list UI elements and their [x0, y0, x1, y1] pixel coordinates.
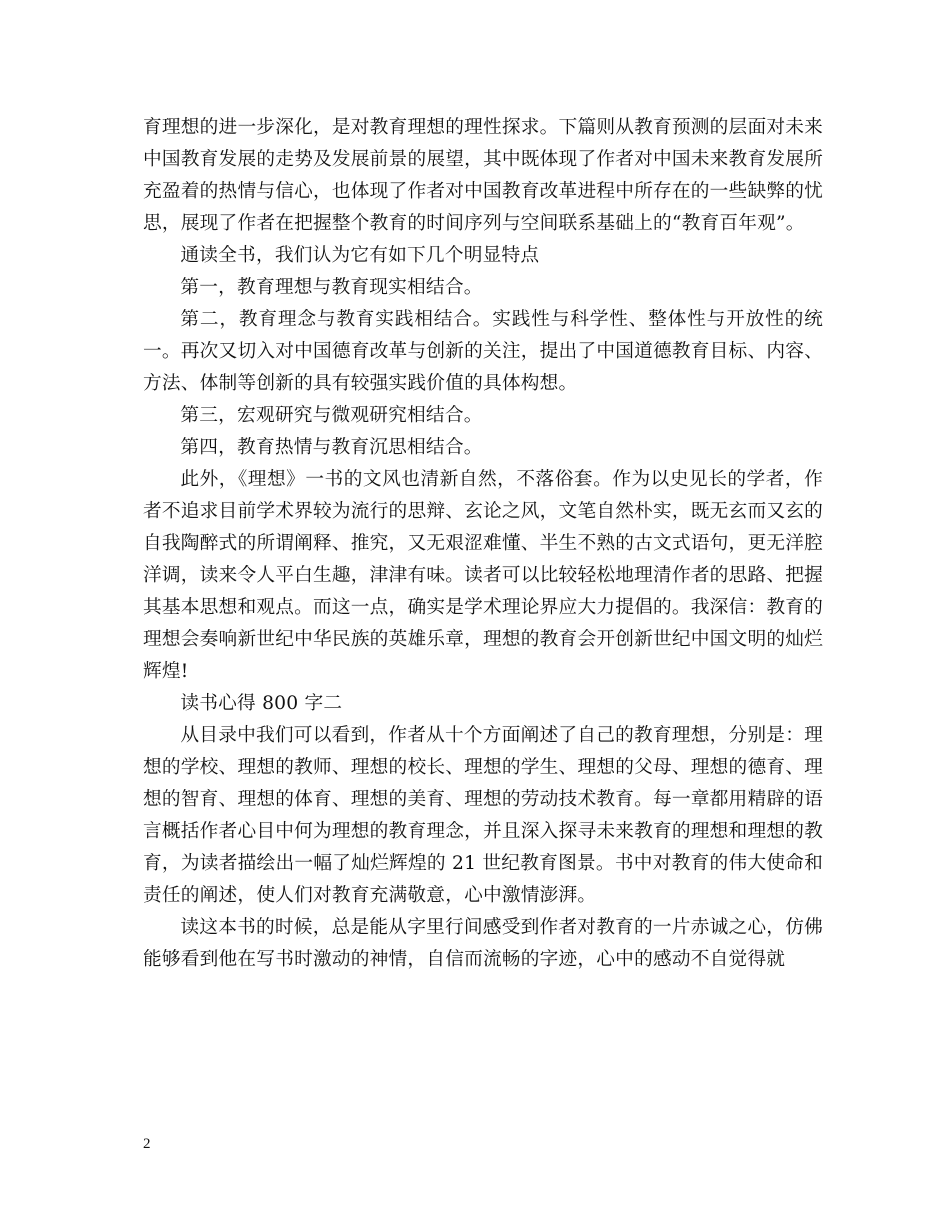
- paragraph: 读这本书的时候，总是能从字里行间感受到作者对教育的一片赤诚之心，仿佛能够看到他在写书时激动的神情，自信而流畅的字迹，心中的感动不自觉得就: [143, 917, 823, 970]
- paragraph: 此外，《理想》一书的文风也清新自然，不落俗套。作为以史见长的学者，作者不追求目前学术界较为流行的思辩、玄论之风，文笔自然朴实，既无玄而又玄的自我陶醉式的所谓阐释、推究，又无艰涩难懂、半生不熟的古文式语句，更无洋腔洋调，读来令人平白生趣，津津有味。读者可以比较轻松地理清作者的思路、把握其基本思想和观点。而这一点，确实是学术理论界应大力提倡的。我深信：教育的理想会奏响新世纪中华民族的英雄乐章，理想的教育会开创新世纪中国文明的灿烂辉煌!: [143, 469, 823, 682]
- paragraph: 第一，教育理想与教育现实相结合。: [180, 277, 483, 298]
- page-number: 2: [143, 1136, 151, 1152]
- paragraph: 第二，教育理念与教育实践相结合。实践性与科学性、整体性与开放性的统一。再次又切入对中国德育改革与创新的关注，提出了中国道德教育目标、内容、方法、体制等创新的具有较强实践价值的具体构想。: [143, 309, 823, 394]
- paragraph: 第三，宏观研究与微观研究相结合。: [180, 405, 483, 426]
- paragraph: 第四，教育热情与教育沉思相结合。: [180, 437, 483, 458]
- paragraph: 从目录中我们可以看到，作者从十个方面阐述了自己的教育理想，分别是：理想的学校、理想的教师、理想的校长、理想的学生、理想的父母、理想的德育、理想的智育、理想的体育、理想的美育、理想的劳动技术教育。每一章都用精辟的语言概括作者心目中何为理想的教育理念，并且深入探寻未来教育的理想和理想的教育，为读者描绘出一幅了灿烂辉煌的 21 世纪教育图景。书中对教育的伟大使命和责任的阐述，使人们对教育充满敬意，心中激情澎湃。: [143, 725, 823, 906]
- paragraph: 育理想的进一步深化，是对教育理想的理性探求。下篇则从教育预测的层面对未来中国教育发展的走势及发展前景的展望，其中既体现了作者对中国未来教育发展所充盈着的热情与信心，也体现了作者对中国教育改革进程中所存在的一些缺弊的忧思，展现了作者在把握整个教育的时间序列与空间联系基础上的“教育百年观”。: [143, 117, 823, 234]
- section-heading: 读书心得 800 字二: [180, 693, 343, 714]
- document-body: [143, 112, 823, 976]
- paragraph: 通读全书，我们认为它有如下几个明显特点: [180, 245, 540, 266]
